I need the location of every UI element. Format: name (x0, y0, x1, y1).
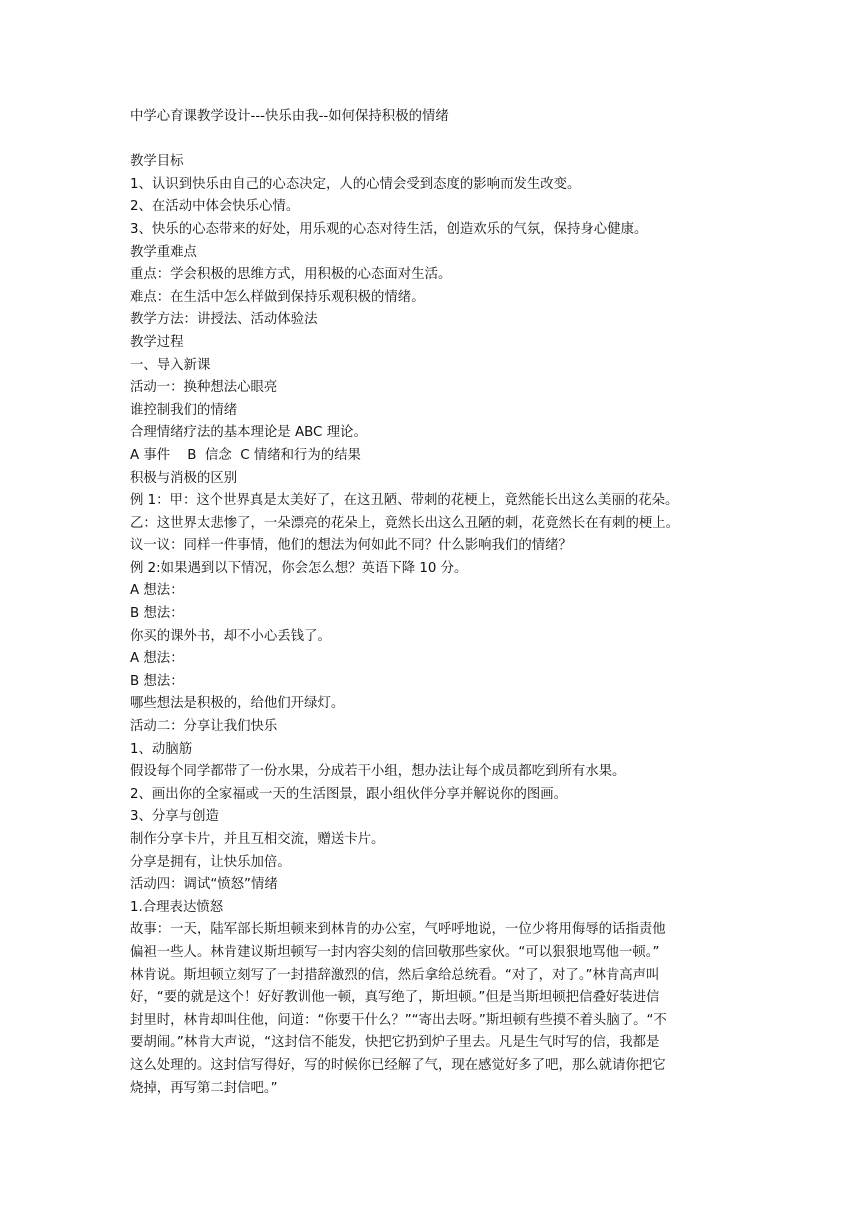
thought-a: A 想法： (130, 651, 184, 667)
document-body (130, 106, 750, 1100)
document-title: 中学心育课教学设计---快乐由我--如何保持积极的情绪 (130, 109, 449, 124)
thought-b: B 想法： (130, 673, 184, 689)
text-line: 1、动脑筋 (130, 741, 193, 757)
example-2: 例 2:如果遇到以下情况，你会怎么想？英语下降 10 分。 (130, 560, 468, 576)
text-line: 谁控制我们的情绪 (130, 402, 238, 418)
objective-2: 2、在活动中体会快乐心情。 (130, 199, 300, 215)
objective-1: 1、认识到快乐由自己的心态决定，人的心情会受到态度的影响而发生改变。 (130, 176, 581, 192)
text-line: 你买的课外书，却不小心丢钱了。 (130, 628, 331, 644)
story-line: 偏袒一些人。林肯建议斯坦顿写一封内容尖刻的信回敬那些家伙。“可以狠狠地骂他一顿。” (130, 944, 660, 960)
text-line: 假设每个同学都带了一份水果，分成若干小组，想办法让每个成员都吃到所有水果。 (130, 764, 626, 780)
teaching-method: 教学方法：讲授法、活动体验法 (130, 312, 318, 328)
difficult-point: 难点：在生活中怎么样做到保持乐观积极的情绪。 (130, 289, 425, 305)
text-line: 分享是拥有，让快乐加倍。 (130, 854, 291, 870)
story-line: 要胡闹。”林肯大声说，“这封信不能发，快把它扔到炉子里去。凡是生气时写的信，我都是 (130, 1035, 660, 1051)
section-heading: 教学重难点 (130, 244, 197, 260)
story-line: 好，“要的就是这个！好好教训他一顿，真写绝了，斯坦顿。”但是当斯坦顿把信叠好装进信 (130, 990, 660, 1006)
text-line: 哪些想法是积极的，给他们开绿灯。 (130, 696, 345, 712)
story-line: 林肯说。斯坦顿立刻写了一封措辞激烈的信，然后拿给总统看。“对了，对了。”林肯高声叫 (130, 967, 660, 983)
section-heading: 教学目标 (130, 154, 184, 170)
activity-heading: 活动一：换种想法心眼亮 (130, 380, 278, 396)
text-line: 合理情绪疗法的基本理论是 ABC 理论。 (130, 425, 367, 441)
example-1-b: 乙：这世界太悲惨了，一朵漂亮的花朵上，竟然长出这么丑陋的刺，花竟然长在有刺的梗上。 (130, 515, 680, 531)
abc-line: A 事件 B 信念 C 情绪和行为的结果 (130, 447, 361, 463)
text-line: 制作分享卡片，并且互相交流，赠送卡片。 (130, 832, 385, 847)
discussion-line: 议一议：同样一件事情，他们的想法为何如此不同？什么影响我们的情绪？ (130, 538, 572, 554)
activity-heading: 活动四：调试“愤怒”情绪 (130, 877, 278, 893)
key-point: 重点：学会积极的思维方式，用积极的心态面对生活。 (130, 267, 452, 283)
story-line: 烧掉，再写第二封信吧。” (130, 1080, 278, 1096)
section-heading: 教学过程 (130, 334, 184, 350)
activity-heading: 活动二：分享让我们快乐 (130, 719, 278, 735)
story-line: 这么处理的。这封信写得好，写的时候你已经解了气，现在感觉好多了吧，那么就请你把它 (130, 1057, 666, 1073)
text-line: 2、画出你的全家福或一天的生活图景，跟小组伙伴分享并解说你的图画。 (130, 786, 568, 802)
text-line: 积极与消极的区别 (130, 470, 238, 486)
story-line: 封里时，林肯却叫住他，问道：“你要干什么？”“寄出去呀。”斯坦顿有些摸不着头脑了。“不 (130, 1012, 667, 1028)
story-line: 故事：一天，陆军部长斯坦顿来到林肯的办公室，气呼呼地说，一位少将用侮辱的话指责他 (130, 922, 666, 938)
example-1-a: 例 1：甲：这个世界真是太美好了，在这丑陋、带刺的花梗上，竟然能长出这么美丽的花朵。 (130, 493, 679, 509)
text-line: 3、分享与创造 (130, 809, 219, 825)
thought-b: B 想法： (130, 606, 184, 622)
text-line: 1.合理表达愤怒 (130, 899, 224, 915)
objective-3: 3、快乐的心态带来的好处，用乐观的心态对待生活，创造欢乐的气氛，保持身心健康。 (130, 221, 648, 237)
thought-a: A 想法： (130, 583, 184, 599)
subsection-heading: 一、导入新课 (130, 357, 211, 373)
